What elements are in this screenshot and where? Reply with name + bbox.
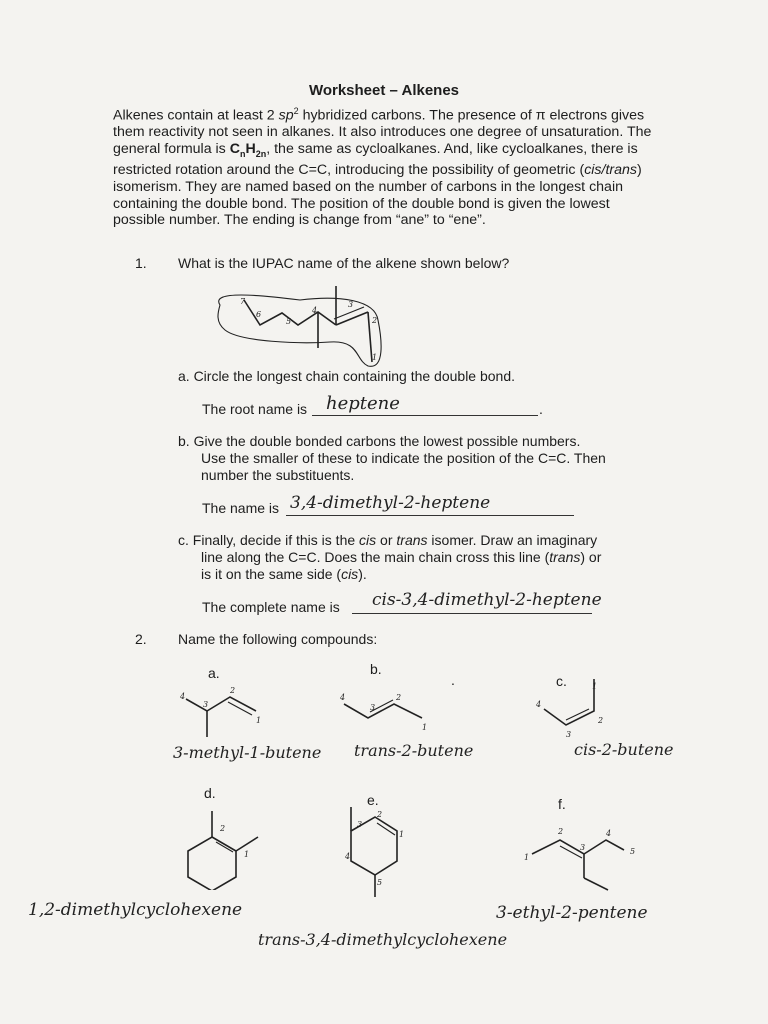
q1c-text: c. Finally, decide if this is the cis or trans isomer. Draw an imaginary line along the C=C. Does the main chain cross this line (trans) or is it on the same side (cis).	[178, 532, 602, 582]
intro-text: Alkenes contain at least 2	[113, 107, 279, 124]
q2a-num-3: 3	[203, 700, 209, 709]
q1-number: 1.	[135, 255, 147, 271]
q1-text: What is the IUPAC name of the alkene shown below?	[178, 255, 510, 271]
q2d-num-2: 2	[220, 824, 226, 833]
q1-num-5: 5	[286, 317, 292, 326]
q2c-num-2: 2	[598, 716, 604, 725]
q2b-num-1: 1	[422, 723, 428, 732]
q1a-text: a. Circle the longest chain containing the double bond.	[178, 368, 516, 384]
q1-num-2: 2	[372, 316, 378, 325]
root-answer: heptene	[326, 393, 400, 414]
q1-num-1: 1	[372, 353, 378, 362]
q2e-num-1: 1	[399, 830, 405, 839]
intro-text: electrons gives them reactivity not seen in alkanes. It also introduces one degree of unsaturation. The general formula is	[113, 107, 652, 157]
q2f-label: f.	[558, 796, 566, 812]
q2d-answer: 1,2-dimethylcyclohexene	[28, 900, 243, 920]
q1-num-4: 4	[312, 306, 318, 315]
root-end: .	[539, 401, 543, 417]
name-answer-line	[286, 515, 574, 516]
q2a-num-2: 2	[230, 686, 236, 695]
q1b-text	[178, 433, 606, 484]
complete-answer-line	[352, 613, 592, 614]
root-answer-line	[312, 415, 538, 416]
root-label: The root name is	[202, 401, 308, 417]
q2e-num-5: 5	[377, 878, 383, 887]
q2-number: 2.	[135, 631, 147, 647]
q2f-num-3: 3	[580, 843, 586, 852]
q2b-answer: trans-2-butene	[354, 741, 474, 760]
q2f-num-2: 2	[558, 827, 564, 836]
q1b-line: b. Give the double bonded carbons the lowest possible numbers.	[178, 433, 581, 449]
sp-superscript: 2	[293, 106, 299, 116]
q2a-answer: 3-methyl-1-butene	[173, 743, 322, 762]
name-label: The name is	[202, 500, 280, 516]
q2e-label: e.	[367, 792, 379, 808]
q2c-num-4: 4	[536, 700, 542, 709]
pi-symbol: π	[535, 107, 546, 124]
cistrans-term: cis/trans	[584, 162, 638, 179]
q2-text: Name the following compounds:	[178, 631, 378, 647]
q2c-num-1: 1	[592, 682, 598, 691]
q1-structure	[200, 280, 400, 370]
q2e-num-3: 3	[357, 820, 363, 829]
q1b-line: number the substituents.	[201, 467, 355, 483]
q2d-label: d.	[204, 785, 216, 801]
q2b-structure	[330, 690, 440, 740]
intro-text: hybridized carbons. The presence of	[298, 107, 536, 124]
q2c-num-3: 3	[566, 730, 572, 739]
complete-label: The complete name is	[202, 599, 340, 615]
stray-dot: .	[451, 672, 455, 688]
q2f-structure	[520, 820, 660, 895]
general-formula: $C_nH_{2n}$	[229, 140, 267, 159]
q2e-answer: trans-3,4-dimethylcyclohexene	[258, 930, 508, 949]
name-answer: 3,4-dimethyl-2-heptene	[290, 493, 491, 513]
q2b-num-4: 4	[340, 693, 346, 702]
q2e-num-2: 2	[377, 810, 383, 819]
q1-num-3: 3	[348, 300, 354, 309]
q2f-answer: 3-ethyl-2-pentene	[496, 903, 648, 923]
q1-num-6: 6	[256, 310, 262, 319]
intro-text: , the same as cycloalkanes. And, like cycloalkanes, there is restricted rotation around the C=C, introducing the possibility of geometric (	[113, 140, 638, 179]
q2b-num-2: 2	[396, 693, 402, 702]
q2f-num-5: 5	[630, 847, 636, 856]
complete-answer: cis-3,4-dimethyl-2-heptene	[372, 590, 602, 610]
q2b-label: b.	[370, 661, 382, 677]
q2a-num-4: 4	[180, 692, 186, 701]
q1-num-7: 7	[240, 297, 246, 306]
q2d-num-1: 1	[244, 850, 250, 859]
q2c-answer: cis-2-butene	[574, 740, 674, 759]
q2a-structure	[170, 685, 280, 745]
q2d-structure	[180, 805, 280, 890]
intro-paragraph	[113, 103, 658, 229]
q2f-num-4: 4	[606, 829, 612, 838]
q2e-num-4: 4	[345, 852, 351, 861]
worksheet-title: Worksheet – Alkenes	[308, 82, 460, 99]
q2a-num-1: 1	[256, 716, 262, 725]
q2c-label: c.	[556, 673, 567, 689]
intro-text: ) isomerism. They are named based on the number of carbons in the longest chain containing the double bond. The position of the double bond is given the lowest possible number. The ending is change from “ane” to “ene”.	[113, 162, 642, 229]
q2e-structure	[335, 805, 415, 905]
q2f-num-1: 1	[524, 853, 530, 862]
q1b-line: Use the smaller of these to indicate the position of the C=C. Then	[201, 450, 606, 466]
q2b-num-3: 3	[370, 703, 376, 712]
q2c-structure	[530, 675, 620, 745]
q2a-label: a.	[208, 665, 220, 681]
sp-term: sp	[278, 107, 294, 124]
